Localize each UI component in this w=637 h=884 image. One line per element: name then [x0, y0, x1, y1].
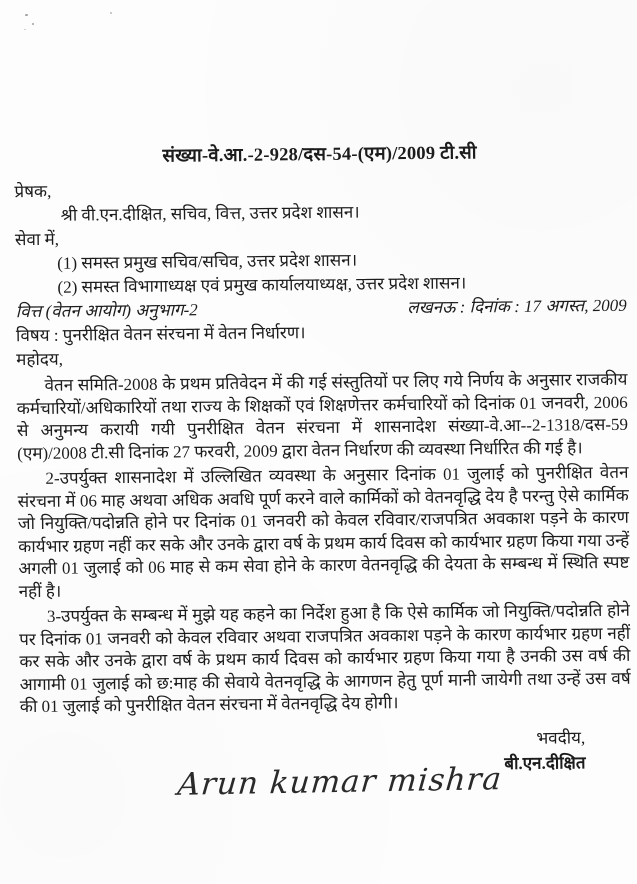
handwritten-signature: Arun kumar mishra	[176, 761, 504, 803]
paragraph-3: 3-उपर्युक्त के सम्बन्ध में मुझे यह कहने का निर्देश हुआ है कि ऐसे कार्मिक जो नियुक्ति/पदोन्नति होने पर दिनांक 01 जनवरी को केवल रविवार अथवा राजपत्रित अवकाश पड़ने के कारण कार्यभार ग्रहण नहीं कर सके और उनके द्वारा वर्ष के प्रथम कार्य दिवस को कार्यभार ग्रहण किया गया है उनकी उस वर्ष की आगामी 01 जुलाई को छ:माह की सेवाये वेतनवृद्धि के आगणन हेतु पूर्ण मानी जायेगी तथा उन्हें उस वर्ष की 01 जुलाई को पुनरीक्षित वेतन संरचना में वेतनवृद्धि देय होगी।	[19, 600, 631, 717]
reference-number: संख्या-वे.आ.-2-928/दस-54-(एम)/2009 टी.सी	[162, 143, 477, 167]
sender-label: प्रेषक,	[14, 181, 52, 202]
signatory-name: बी.एन.दीक्षित	[504, 752, 586, 773]
salutation: महोदय,	[16, 349, 64, 370]
subject-line: विषय : पुनरीक्षित वेतन संरचना में वेतन निर्धारण।	[15, 323, 306, 346]
recipient-item-2: (2) समस्त विभागाध्यक्ष एवं प्रमुख कार्यालयाध्यक्ष, उत्तर प्रदेश शासन।	[57, 273, 467, 297]
paragraph-1: वेतन समिति-2008 के प्रथम प्रतिवेदन में की गई संस्तुतियों पर लिए गये निर्णय के अनुसार राजकीय कर्मचारियों/अधिकारियों तथा राज्य के शिक्षकों एवं शिक्षणेत्तर कर्मचारियों को दिनांक 01 जनवरी, 2006 से अनुमन्य करायी गयी पुनरीक्षित वेतन संरचना में शासनादेश संख्या-वे.आ--2-1318/दस-59 (एम)/2008 टी.सी दिनांक 27 फरवरी, 2009 द्वारा वेतन निर्धारण की व्यवस्था निर्धारित की गई है।	[16, 369, 629, 463]
closing-salutation: भवदीय,	[536, 727, 586, 748]
sender-name-line: श्री वी.एन.दीक्षित, सचिव, वित्त, उत्तर प्रदेश शासन।	[60, 202, 360, 225]
place-date-line: लखनऊ : दिनांक : 17 अगस्त, 2009	[407, 295, 627, 318]
paragraph-2: 2-उपर्युक्त शासनादेश में उल्लिखित व्यवस्था के अनुसार दिनांक 01 जुलाई को पुनरीक्षित वेतन संरचना में 06 माह अथवा अधिक अवधि पूर्ण करने वाले कार्मिकों को वेतनवृद्धि देय है परन्तु ऐसे कार्मिक जो नियुक्ति/पदोन्नति होने पर दिनांक 01 जनवरी को केवल रविवार/राजपत्रित अवकाश पड़ने के कारण कार्यभार ग्रहण नहीं कर सके और उनके द्वारा वर्ष के प्रथम कार्य दिवस को कार्यभार ग्रहण किया गया उन्हें अगली 01 जुलाई को 06 माह से कम सेवा होने के कारण वेतनवृद्धि की देयता के सम्बन्ध में स्थिति स्पष्ट नहीं है।	[17, 462, 630, 601]
scan-speck	[25, 14, 28, 16]
department-section-line: वित्त (वेतन आयोग) अनुभाग-2	[15, 300, 198, 322]
scan-speck	[32, 23, 34, 25]
letter-body	[14, 141, 632, 781]
recipient-item-1: (1) समस्त प्रमुख सचिव/सचिव, उत्तर प्रदेश शासन।	[57, 250, 358, 273]
scan-speck	[24, 29, 26, 30]
recipient-label: सेवा में,	[14, 229, 60, 250]
scan-speck	[110, 12, 112, 14]
